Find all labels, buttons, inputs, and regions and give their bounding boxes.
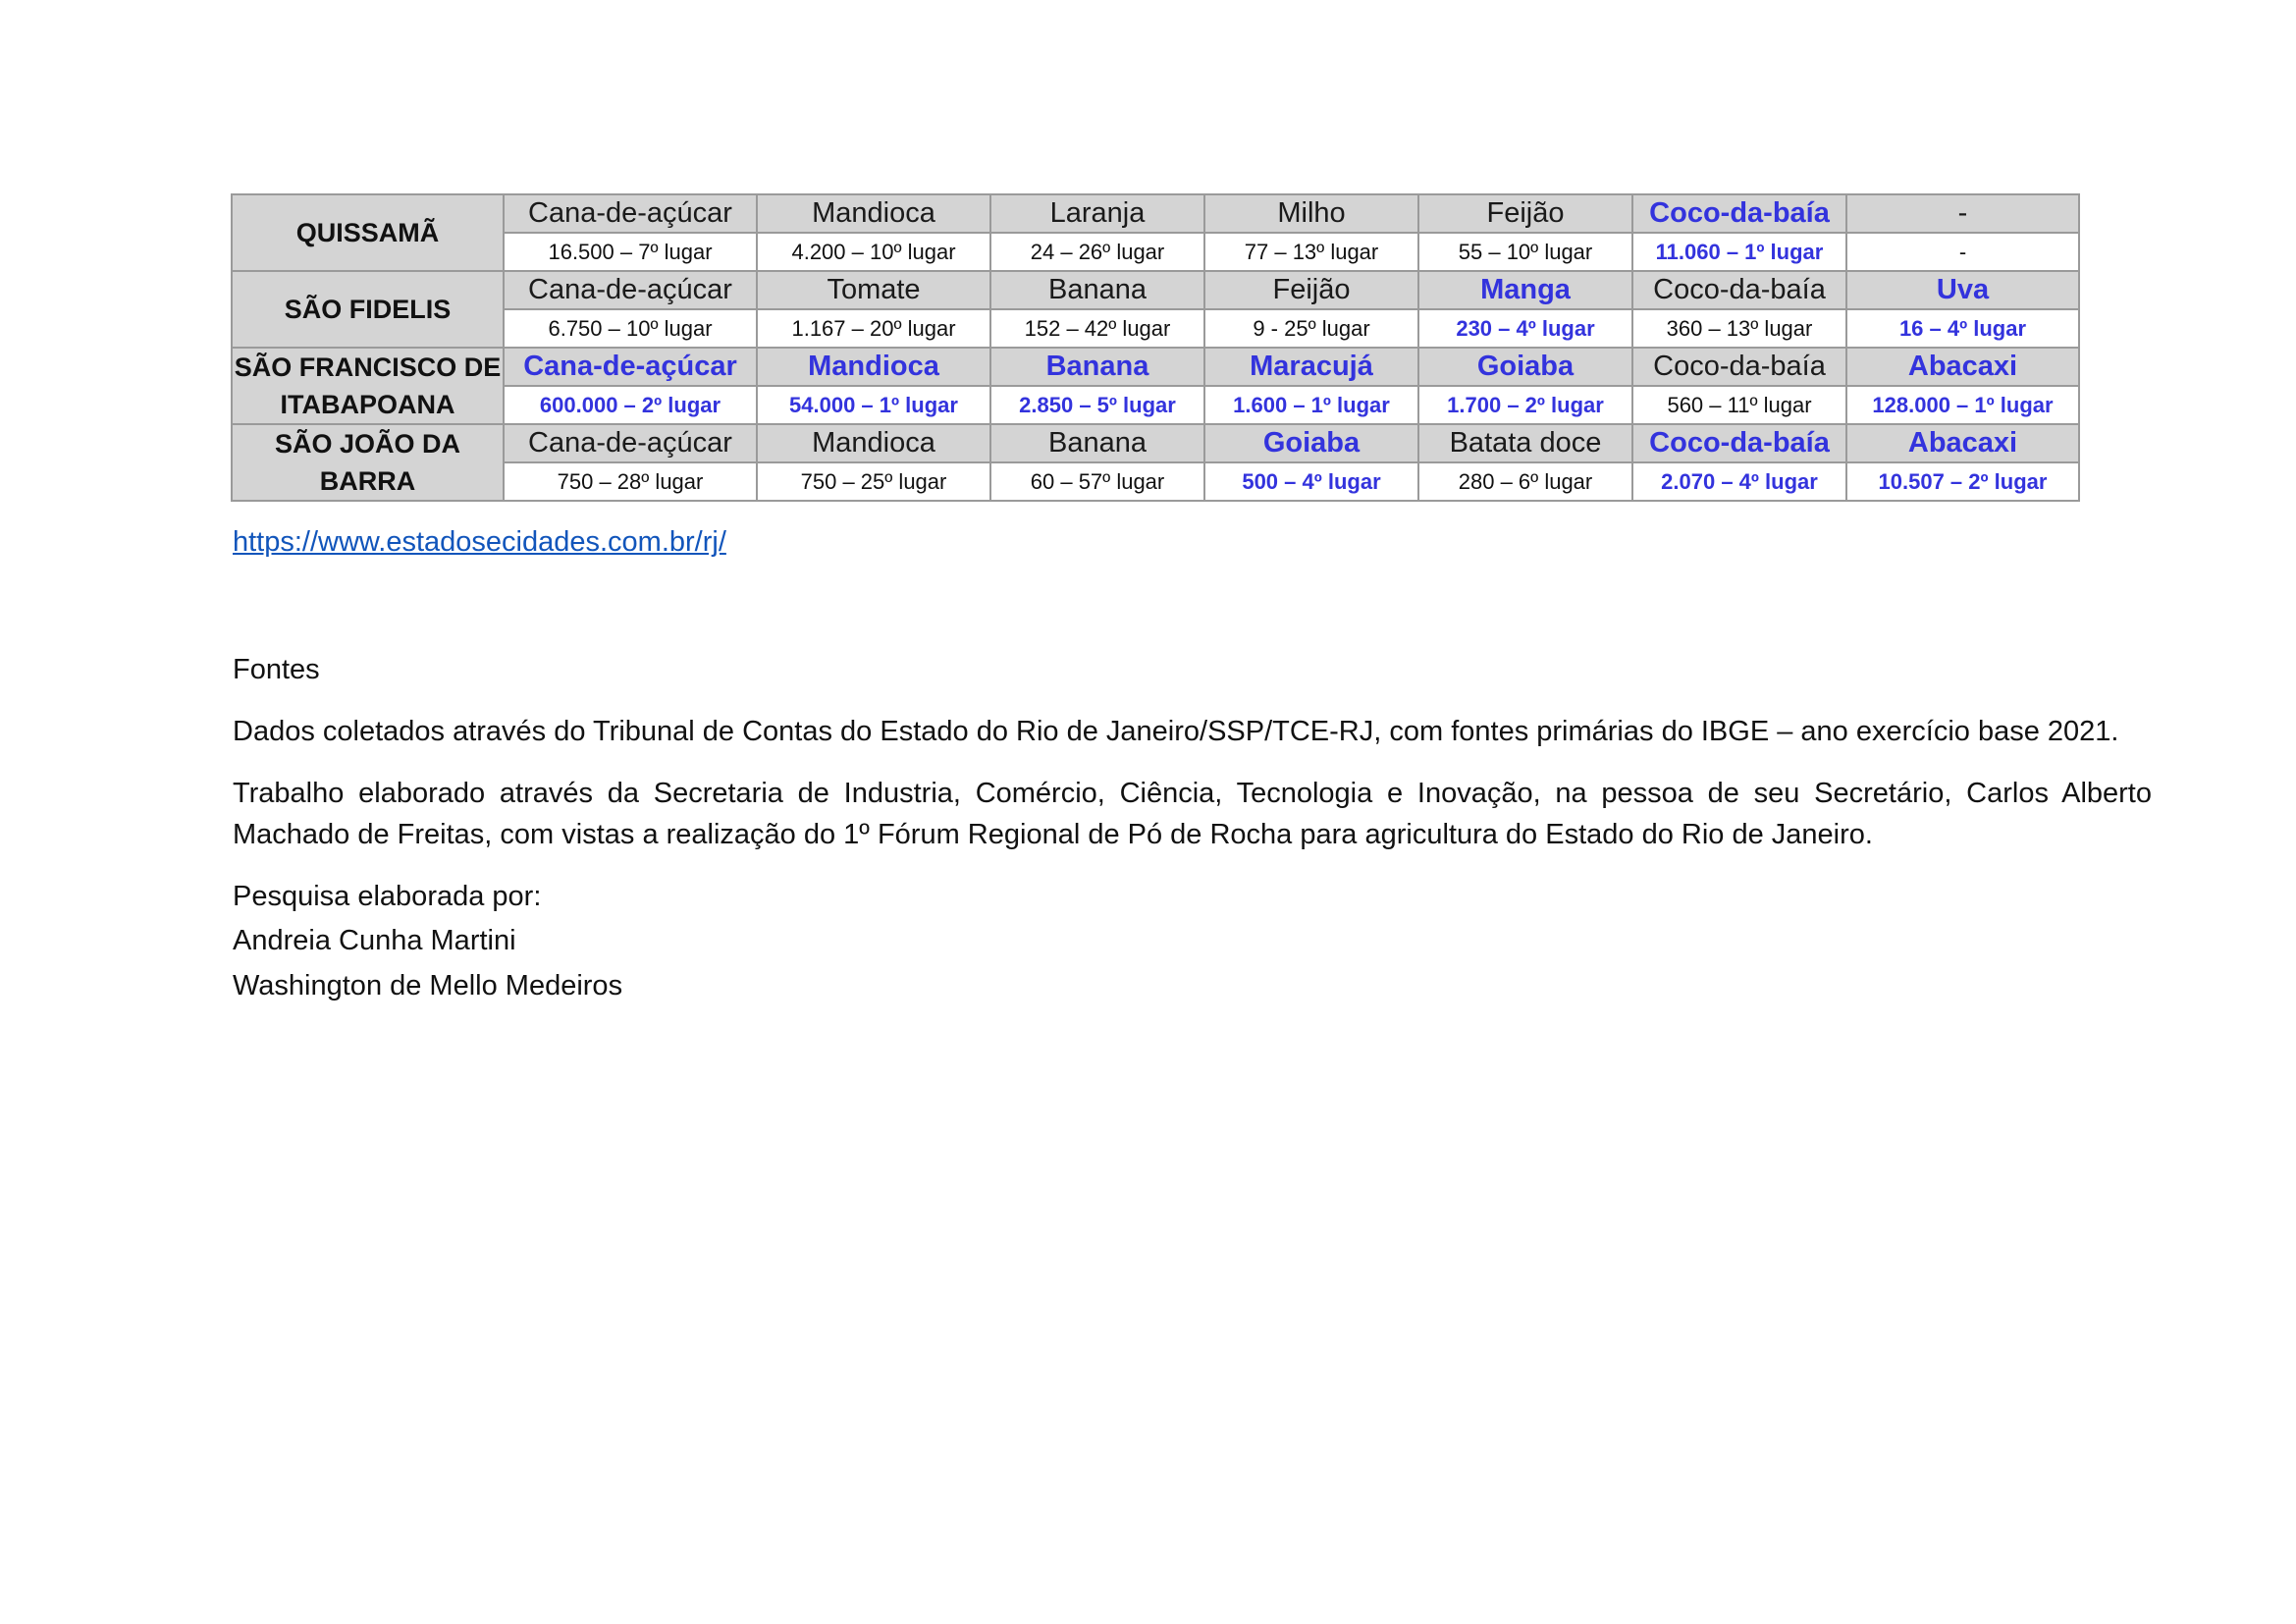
crop-name-cell: Maracujá: [1204, 348, 1418, 386]
production-value-cell: 1.600 – 1º lugar: [1204, 386, 1418, 424]
production-value-cell: 6.750 – 10º lugar: [504, 309, 757, 348]
production-value-cell: 2.070 – 4º lugar: [1632, 462, 1846, 501]
table-row-products: [232, 194, 2079, 233]
crop-name-cell: Mandioca: [757, 348, 990, 386]
production-value-cell: 24 – 26º lugar: [990, 233, 1204, 271]
crop-name-cell: Cana-de-açúcar: [504, 348, 757, 386]
crop-name-cell: Manga: [1418, 271, 1632, 309]
crop-name-cell: Feijão: [1418, 194, 1632, 233]
production-value-cell: 750 – 25º lugar: [757, 462, 990, 501]
production-value-cell: -: [1846, 233, 2079, 271]
fontes-heading: Fontes: [233, 654, 320, 685]
production-value-cell: 500 – 4º lugar: [1204, 462, 1418, 501]
crop-name-cell: Banana: [990, 348, 1204, 386]
production-value-cell: 128.000 – 1º lugar: [1846, 386, 2079, 424]
paragraph-dados: Dados coletados através do Tribunal de Contas do Estado do Rio de Janeiro/SSP/TCE-RJ, com fontes primárias do IBGE – ano exercício base 2021.: [233, 716, 2119, 747]
crop-production-table: [231, 193, 2080, 502]
production-value-cell: 16 – 4º lugar: [1846, 309, 2079, 348]
production-value-cell: 2.850 – 5º lugar: [990, 386, 1204, 424]
production-value-cell: 55 – 10º lugar: [1418, 233, 1632, 271]
crop-name-cell: Abacaxi: [1846, 424, 2079, 462]
crop-name-cell: Laranja: [990, 194, 1204, 233]
production-value-cell: 9 - 25º lugar: [1204, 309, 1418, 348]
crop-name-cell: Milho: [1204, 194, 1418, 233]
production-value-cell: 360 – 13º lugar: [1632, 309, 1846, 348]
production-value-cell: 230 – 4º lugar: [1418, 309, 1632, 348]
crop-name-cell: Banana: [990, 271, 1204, 309]
production-value-cell: 600.000 – 2º lugar: [504, 386, 757, 424]
production-value-cell: 10.507 – 2º lugar: [1846, 462, 2079, 501]
crop-name-cell: Cana-de-açúcar: [504, 424, 757, 462]
table-row-values: [232, 386, 2079, 424]
production-value-cell: 60 – 57º lugar: [990, 462, 1204, 501]
crop-name-cell: Cana-de-açúcar: [504, 271, 757, 309]
crop-name-cell: Goiaba: [1418, 348, 1632, 386]
crop-name-cell: Coco-da-baía: [1632, 348, 1846, 386]
production-value-cell: 54.000 – 1º lugar: [757, 386, 990, 424]
table-row-values: [232, 233, 2079, 271]
author-name: Washington de Mello Medeiros: [233, 970, 623, 1001]
table-row-products: [232, 271, 2079, 309]
production-value-cell: 1.700 – 2º lugar: [1418, 386, 1632, 424]
table-row-products: [232, 348, 2079, 386]
production-value-cell: 152 – 42º lugar: [990, 309, 1204, 348]
production-value-cell: 750 – 28º lugar: [504, 462, 757, 501]
table-row-values: [232, 462, 2079, 501]
crop-name-cell: Feijão: [1204, 271, 1418, 309]
table-row-values: [232, 309, 2079, 348]
municipality-name: SÃO JOÃO DA BARRA: [232, 424, 504, 501]
municipality-name: SÃO FIDELIS: [232, 271, 504, 348]
production-value-cell: 560 – 11º lugar: [1632, 386, 1846, 424]
crop-name-cell: Tomate: [757, 271, 990, 309]
crop-name-cell: Coco-da-baía: [1632, 424, 1846, 462]
production-value-cell: 11.060 – 1º lugar: [1632, 233, 1846, 271]
crop-name-cell: Mandioca: [757, 424, 990, 462]
production-value-cell: 1.167 – 20º lugar: [757, 309, 990, 348]
pesquisa-label: Pesquisa elaborada por:: [233, 881, 542, 912]
production-value-cell: 280 – 6º lugar: [1418, 462, 1632, 501]
crop-name-cell: -: [1846, 194, 2079, 233]
crop-name-cell: Coco-da-baía: [1632, 271, 1846, 309]
paragraph-trabalho: Trabalho elaborado através da Secretaria de Industria, Comércio, Ciência, Tecnologia e Inovação, na pessoa de seu Secretário, Carlos Alberto Machado de Freitas, com vistas a realização do 1º Fórum Regional de Pó de Rocha para agricultura do Estado do Rio de Janeiro.: [233, 778, 2152, 850]
crop-name-cell: Batata doce: [1418, 424, 1632, 462]
crop-name-cell: Banana: [990, 424, 1204, 462]
production-value-cell: 77 – 13º lugar: [1204, 233, 1418, 271]
municipality-name: QUISSAMÃ: [232, 194, 504, 271]
author-name: Andreia Cunha Martini: [233, 925, 516, 956]
municipality-name: SÃO FRANCISCO DE ITABAPOANA: [232, 348, 504, 424]
crop-name-cell: Cana-de-açúcar: [504, 194, 757, 233]
crop-name-cell: Abacaxi: [1846, 348, 2079, 386]
table-row-products: [232, 424, 2079, 462]
crop-name-cell: Uva: [1846, 271, 2079, 309]
crop-name-cell: Goiaba: [1204, 424, 1418, 462]
production-value-cell: 16.500 – 7º lugar: [504, 233, 757, 271]
source-link[interactable]: https://www.estadosecidades.com.br/rj/: [233, 526, 726, 558]
table-body: [232, 194, 2079, 501]
crop-name-cell: Coco-da-baía: [1632, 194, 1846, 233]
production-value-cell: 4.200 – 10º lugar: [757, 233, 990, 271]
crop-name-cell: Mandioca: [757, 194, 990, 233]
